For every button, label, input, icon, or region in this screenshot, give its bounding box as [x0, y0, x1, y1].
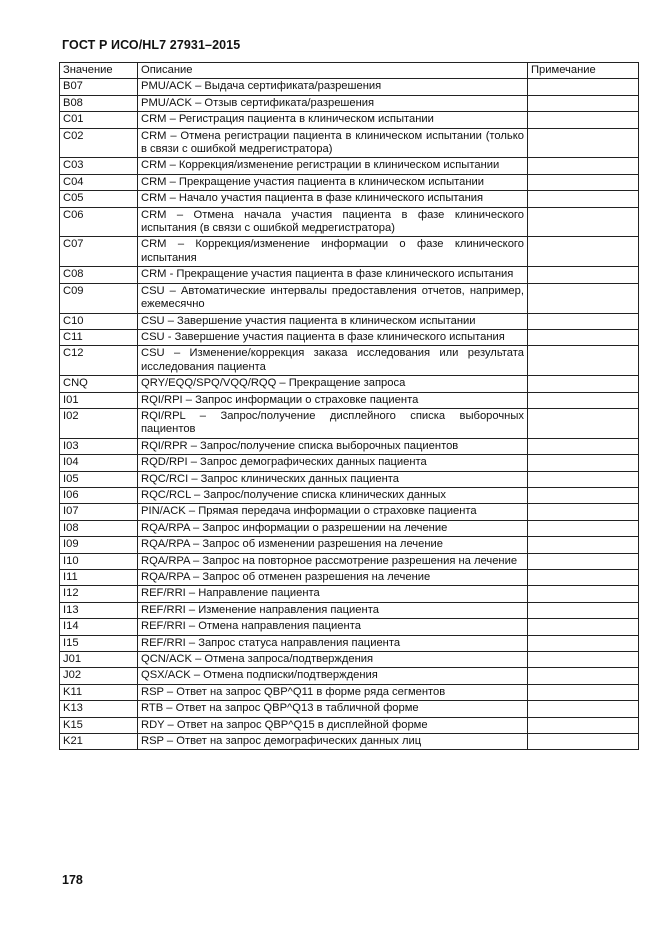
code-cell: I11 [60, 570, 138, 586]
description-cell: RSP – Ответ на запрос демографических данных лиц [138, 734, 528, 750]
description-cell: REF/RRI – Изменение направления пациента [138, 602, 528, 618]
note-cell [528, 112, 639, 128]
table-row [60, 283, 639, 313]
note-cell [528, 128, 639, 158]
note-cell [528, 237, 639, 267]
table-row [60, 376, 639, 392]
note-cell [528, 174, 639, 190]
code-cell: K21 [60, 734, 138, 750]
table-row [60, 174, 639, 190]
code-cell: C11 [60, 329, 138, 345]
note-cell [528, 158, 639, 174]
description-cell: QRY/EQQ/SPQ/VQQ/RQQ – Прекращение запроса [138, 376, 528, 392]
description-cell: PMU/ACK – Выдача сертификата/разрешения [138, 79, 528, 95]
description-cell: RQA/RPA – Запрос об изменении разрешения на лечение [138, 537, 528, 553]
note-cell [528, 376, 639, 392]
code-cell: I02 [60, 408, 138, 438]
code-cell: I09 [60, 537, 138, 553]
note-cell [528, 602, 639, 618]
table-row [60, 79, 639, 95]
note-cell [528, 191, 639, 207]
note-cell [528, 346, 639, 376]
description-cell: QCN/ACK – Отмена запроса/подтверждения [138, 652, 528, 668]
description-cell: RQA/RPA – Запрос об отменен разрешения на лечение [138, 570, 528, 586]
note-cell [528, 471, 639, 487]
code-cell: I12 [60, 586, 138, 602]
note-cell [528, 79, 639, 95]
description-cell: CSU – Завершение участия пациента в клиническом испытании [138, 313, 528, 329]
table-row [60, 504, 639, 520]
description-cell: CRM – Коррекция/изменение информации о фазе клинического испытания [138, 237, 528, 267]
description-cell: CRM – Регистрация пациента в клиническом испытании [138, 112, 528, 128]
code-cell: C03 [60, 158, 138, 174]
table-row [60, 112, 639, 128]
code-cell: I13 [60, 602, 138, 618]
note-cell [528, 734, 639, 750]
code-cell: C08 [60, 267, 138, 283]
note-cell [528, 619, 639, 635]
table-row [60, 635, 639, 651]
table-row [60, 734, 639, 750]
note-cell [528, 408, 639, 438]
description-cell: RTB – Ответ на запрос QBP^Q13 в табличной форме [138, 701, 528, 717]
table-row [60, 570, 639, 586]
code-cell: C10 [60, 313, 138, 329]
table-row [60, 487, 639, 503]
code-cell: I04 [60, 455, 138, 471]
note-cell [528, 570, 639, 586]
page-number: 178 [62, 873, 83, 887]
description-cell: CRM – Отмена начала участия пациента в фазе клинического испытания (в связи с ошибкой медрегистратора) [138, 207, 528, 237]
note-cell [528, 537, 639, 553]
column-header-description: Описание [138, 63, 528, 79]
code-cell: C07 [60, 237, 138, 267]
note-cell [528, 717, 639, 733]
column-header-note: Примечание [528, 63, 639, 79]
description-cell: CRM – Отмена регистрации пациента в клиническом испытании (только в связи с ошибкой медрегистратора) [138, 128, 528, 158]
note-cell [528, 586, 639, 602]
code-cell: I01 [60, 392, 138, 408]
description-cell: REF/RRI – Направление пациента [138, 586, 528, 602]
table-row [60, 191, 639, 207]
table-row [60, 95, 639, 111]
table-header-row [60, 63, 639, 79]
table-row [60, 313, 639, 329]
description-cell: PIN/ACK – Прямая передача информации о страховке пациента [138, 504, 528, 520]
table-row [60, 207, 639, 237]
description-cell: RQC/RCL – Запрос/получение списка клинических данных [138, 487, 528, 503]
note-cell [528, 487, 639, 503]
table-row [60, 619, 639, 635]
code-cell: CNQ [60, 376, 138, 392]
code-cell: I05 [60, 471, 138, 487]
code-cell: I10 [60, 553, 138, 569]
note-cell [528, 207, 639, 237]
note-cell [528, 329, 639, 345]
code-cell: C06 [60, 207, 138, 237]
table-row [60, 717, 639, 733]
description-cell: REF/RRI – Запрос статуса направления пациента [138, 635, 528, 651]
note-cell [528, 504, 639, 520]
note-cell [528, 668, 639, 684]
code-cell: J02 [60, 668, 138, 684]
table-row [60, 602, 639, 618]
note-cell [528, 652, 639, 668]
description-cell: RQI/RPL – Запрос/получение дисплейного списка выборочных пациентов [138, 408, 528, 438]
table-row [60, 520, 639, 536]
note-cell [528, 553, 639, 569]
table-row [60, 586, 639, 602]
code-cell: C02 [60, 128, 138, 158]
code-cell: I03 [60, 438, 138, 454]
table-row [60, 128, 639, 158]
table-row [60, 553, 639, 569]
note-cell [528, 520, 639, 536]
description-cell: CRM – Прекращение участия пациента в клиническом испытании [138, 174, 528, 190]
description-cell: CSU – Изменение/коррекция заказа исследования или результата исследования пациента [138, 346, 528, 376]
code-cell: C09 [60, 283, 138, 313]
description-cell: PMU/ACK – Отзыв сертификата/разрешения [138, 95, 528, 111]
code-cell: I08 [60, 520, 138, 536]
note-cell [528, 701, 639, 717]
code-cell: I15 [60, 635, 138, 651]
note-cell [528, 267, 639, 283]
code-cell: J01 [60, 652, 138, 668]
note-cell [528, 635, 639, 651]
code-cell: C01 [60, 112, 138, 128]
table-row [60, 537, 639, 553]
code-cell: B08 [60, 95, 138, 111]
note-cell [528, 684, 639, 700]
table-row [60, 701, 639, 717]
description-cell: RQI/RPR – Запрос/получение списка выборочных пациентов [138, 438, 528, 454]
description-cell: CRM - Прекращение участия пациента в фазе клинического испытания [138, 267, 528, 283]
table-row [60, 455, 639, 471]
document-header: ГОСТ Р ИСО/HL7 27931–2015 [62, 38, 241, 52]
description-cell: CRM – Начало участия пациента в фазе клинического испытания [138, 191, 528, 207]
table-row [60, 668, 639, 684]
table-row [60, 471, 639, 487]
column-header-value: Значение [60, 63, 138, 79]
note-cell [528, 95, 639, 111]
code-cell: K13 [60, 701, 138, 717]
description-cell: RDY – Ответ на запрос QBP^Q15 в дисплейной форме [138, 717, 528, 733]
description-cell: RQI/RPI – Запрос информации о страховке пациента [138, 392, 528, 408]
note-cell [528, 313, 639, 329]
code-cell: K11 [60, 684, 138, 700]
table-body [60, 79, 639, 750]
description-cell: RQA/RPA – Запрос на повторное рассмотрение разрешения на лечение [138, 553, 528, 569]
table-row [60, 652, 639, 668]
description-cell: QSX/ACK – Отмена подписки/подтверждения [138, 668, 528, 684]
table-row [60, 329, 639, 345]
table-row [60, 267, 639, 283]
description-cell: CSU - Завершение участия пациента в фазе клинического испытания [138, 329, 528, 345]
description-cell: REF/RRI – Отмена направления пациента [138, 619, 528, 635]
table-row [60, 158, 639, 174]
table-row [60, 438, 639, 454]
code-cell: I07 [60, 504, 138, 520]
table-row [60, 237, 639, 267]
table-row [60, 684, 639, 700]
code-cell: C04 [60, 174, 138, 190]
code-cell: I06 [60, 487, 138, 503]
code-cell: C05 [60, 191, 138, 207]
event-codes-table [59, 62, 639, 750]
table-row [60, 392, 639, 408]
description-cell: RQA/RPA – Запрос информации о разрешении на лечение [138, 520, 528, 536]
description-cell: CRM – Коррекция/изменение регистрации в клиническом испытании [138, 158, 528, 174]
description-cell: CSU – Автоматические интервалы предоставления отчетов, например, ежемесячно [138, 283, 528, 313]
table-row [60, 346, 639, 376]
description-cell: RQC/RCI – Запрос клинических данных пациента [138, 471, 528, 487]
code-cell: B07 [60, 79, 138, 95]
note-cell [528, 392, 639, 408]
code-cell: K15 [60, 717, 138, 733]
code-cell: I14 [60, 619, 138, 635]
note-cell [528, 438, 639, 454]
description-cell: RQD/RPI – Запрос демографических данных пациента [138, 455, 528, 471]
note-cell [528, 455, 639, 471]
table-row [60, 408, 639, 438]
description-cell: RSP – Ответ на запрос QBP^Q11 в форме ряда сегментов [138, 684, 528, 700]
code-cell: C12 [60, 346, 138, 376]
note-cell [528, 283, 639, 313]
